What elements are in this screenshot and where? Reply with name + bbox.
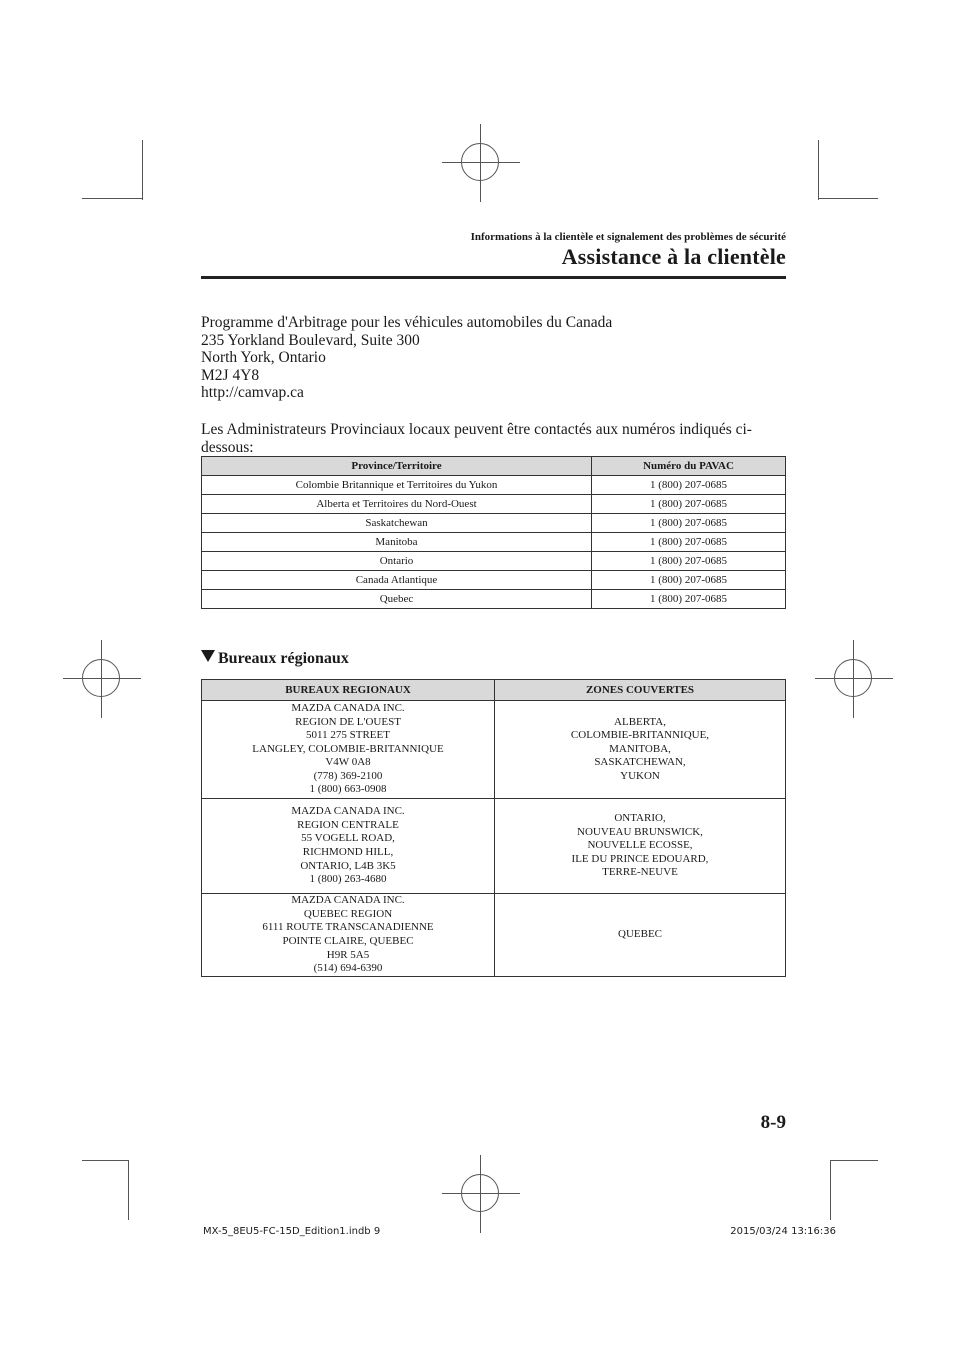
office-line: V4W 0A8 <box>325 756 371 769</box>
registration-mark-top <box>442 124 520 202</box>
column-header: ZONES COUVERTES <box>495 680 786 701</box>
triangle-down-icon <box>201 650 215 662</box>
phone-cell: 1 (800) 207-0685 <box>592 533 786 552</box>
address-line: North York, Ontario <box>201 349 326 367</box>
office-line: MAZDA CANADA INC. <box>291 701 405 714</box>
zone-line: ILE DU PRINCE EDOUARD, <box>571 852 709 865</box>
section-title: Bureaux régionaux <box>218 650 349 667</box>
office-line: 6111 ROUTE TRANSCANADIENNE <box>262 921 434 934</box>
office-line: LANGLEY, COLOMBIE-BRITANNIQUE <box>252 742 444 755</box>
office-line: 1 (800) 263-4680 <box>309 873 387 886</box>
column-header: BUREAUX REGIONAUX <box>202 680 495 701</box>
table-row <box>202 495 786 514</box>
office-line: REGION DE L'OUEST <box>295 715 401 728</box>
zone-line: QUEBEC <box>618 928 662 941</box>
province-cell: Quebec <box>202 590 592 609</box>
section-heading <box>201 650 349 668</box>
table-row <box>202 552 786 571</box>
table-header-row <box>202 680 786 701</box>
zones-cell <box>495 799 786 894</box>
page-number: 8-9 <box>760 1112 786 1133</box>
phone-cell: 1 (800) 207-0685 <box>592 476 786 495</box>
zone-line: ONTARIO, <box>614 812 666 825</box>
address-line: M2J 4Y8 <box>201 366 260 384</box>
zones-cell <box>495 894 786 977</box>
table-row <box>202 799 786 894</box>
zone-line: YUKON <box>620 769 660 782</box>
table-row <box>202 533 786 552</box>
table-row <box>202 590 786 609</box>
column-header: Numéro du PAVAC <box>592 457 786 476</box>
page-title: Assistance à la clientèle <box>561 244 786 269</box>
table-header-row <box>202 457 786 476</box>
province-cell: Saskatchewan <box>202 514 592 533</box>
zone-line: NOUVELLE ECOSSE, <box>587 839 693 852</box>
office-line: MAZDA CANADA INC. <box>291 805 405 818</box>
phone-cell: 1 (800) 207-0685 <box>592 514 786 533</box>
office-line: RICHMOND HILL, <box>302 846 394 858</box>
footer-file-label: MX-5_8EU5-FC-15D_Edition1.indb 9 <box>203 1226 381 1237</box>
province-cell: Canada Atlantique <box>202 571 592 590</box>
zone-line: COLOMBIE-BRITANNIQUE, <box>570 729 710 742</box>
table-row <box>202 476 786 495</box>
office-line: ONTARIO, L4B 3K5 <box>300 859 396 872</box>
phone-cell: 1 (800) 207-0685 <box>592 571 786 590</box>
registration-mark-left <box>63 640 141 718</box>
office-line: 5011 275 STREET <box>306 729 390 742</box>
regional-offices-table <box>201 679 786 977</box>
table-row <box>202 514 786 533</box>
table-row <box>202 701 786 799</box>
office-cell <box>202 701 495 799</box>
table-row <box>202 894 786 977</box>
registration-mark-bottom <box>442 1155 520 1233</box>
header-subtitle: Informations à la clientèle et signalement des problèmes de sécurité <box>470 231 786 243</box>
province-cell: Colombie Britannique et Territoires du Yukon <box>202 476 592 495</box>
office-line: (514) 694-6390 <box>313 962 383 975</box>
zone-line: TERRE-NEUVE <box>602 866 678 879</box>
office-line: REGION CENTRALE <box>297 818 399 831</box>
pavac-table <box>201 456 786 609</box>
column-header: Province/Territoire <box>202 457 592 476</box>
office-cell <box>202 799 495 894</box>
phone-cell: 1 (800) 207-0685 <box>592 495 786 514</box>
office-line: POINTE CLAIRE, QUEBEC <box>282 935 414 947</box>
arbitration-address <box>201 314 612 402</box>
office-line: QUEBEC REGION <box>303 907 393 920</box>
address-line: Programme d'Arbitrage pour les véhicules automobiles du Canada <box>201 314 613 331</box>
address-url[interactable]: http://camvap.ca <box>201 384 304 402</box>
office-line: 55 VOGELL ROAD, <box>301 832 395 845</box>
office-line: H9R 5A5 <box>326 948 370 961</box>
province-cell: Ontario <box>202 552 592 571</box>
office-line: MAZDA CANADA INC. <box>291 894 405 907</box>
province-cell: Alberta et Territoires du Nord-Ouest <box>202 495 592 514</box>
office-cell <box>202 894 495 977</box>
zone-line: SASKATCHEWAN, <box>594 756 686 769</box>
phone-cell: 1 (800) 207-0685 <box>592 590 786 609</box>
table-row <box>202 571 786 590</box>
footer-timestamp: 2015/03/24 13:16:36 <box>730 1226 836 1237</box>
header-divider <box>201 276 786 279</box>
office-line: 1 (800) 663-0908 <box>309 783 387 796</box>
zone-line: ALBERTA, <box>614 715 666 728</box>
registration-mark-right <box>815 640 893 718</box>
zone-line: MANITOBA, <box>609 742 671 755</box>
phone-cell: 1 (800) 207-0685 <box>592 552 786 571</box>
office-line: (778) 369-2100 <box>313 769 383 782</box>
address-line: 235 Yorkland Boulevard, Suite 300 <box>201 331 420 349</box>
zones-cell <box>495 701 786 799</box>
intro-paragraph: Les Administrateurs Provinciaux locaux peuvent être contactés aux numéros indiqués ci-dessous: <box>201 421 752 456</box>
zone-line: NOUVEAU BRUNSWICK, <box>577 825 703 838</box>
province-cell: Manitoba <box>202 533 592 552</box>
